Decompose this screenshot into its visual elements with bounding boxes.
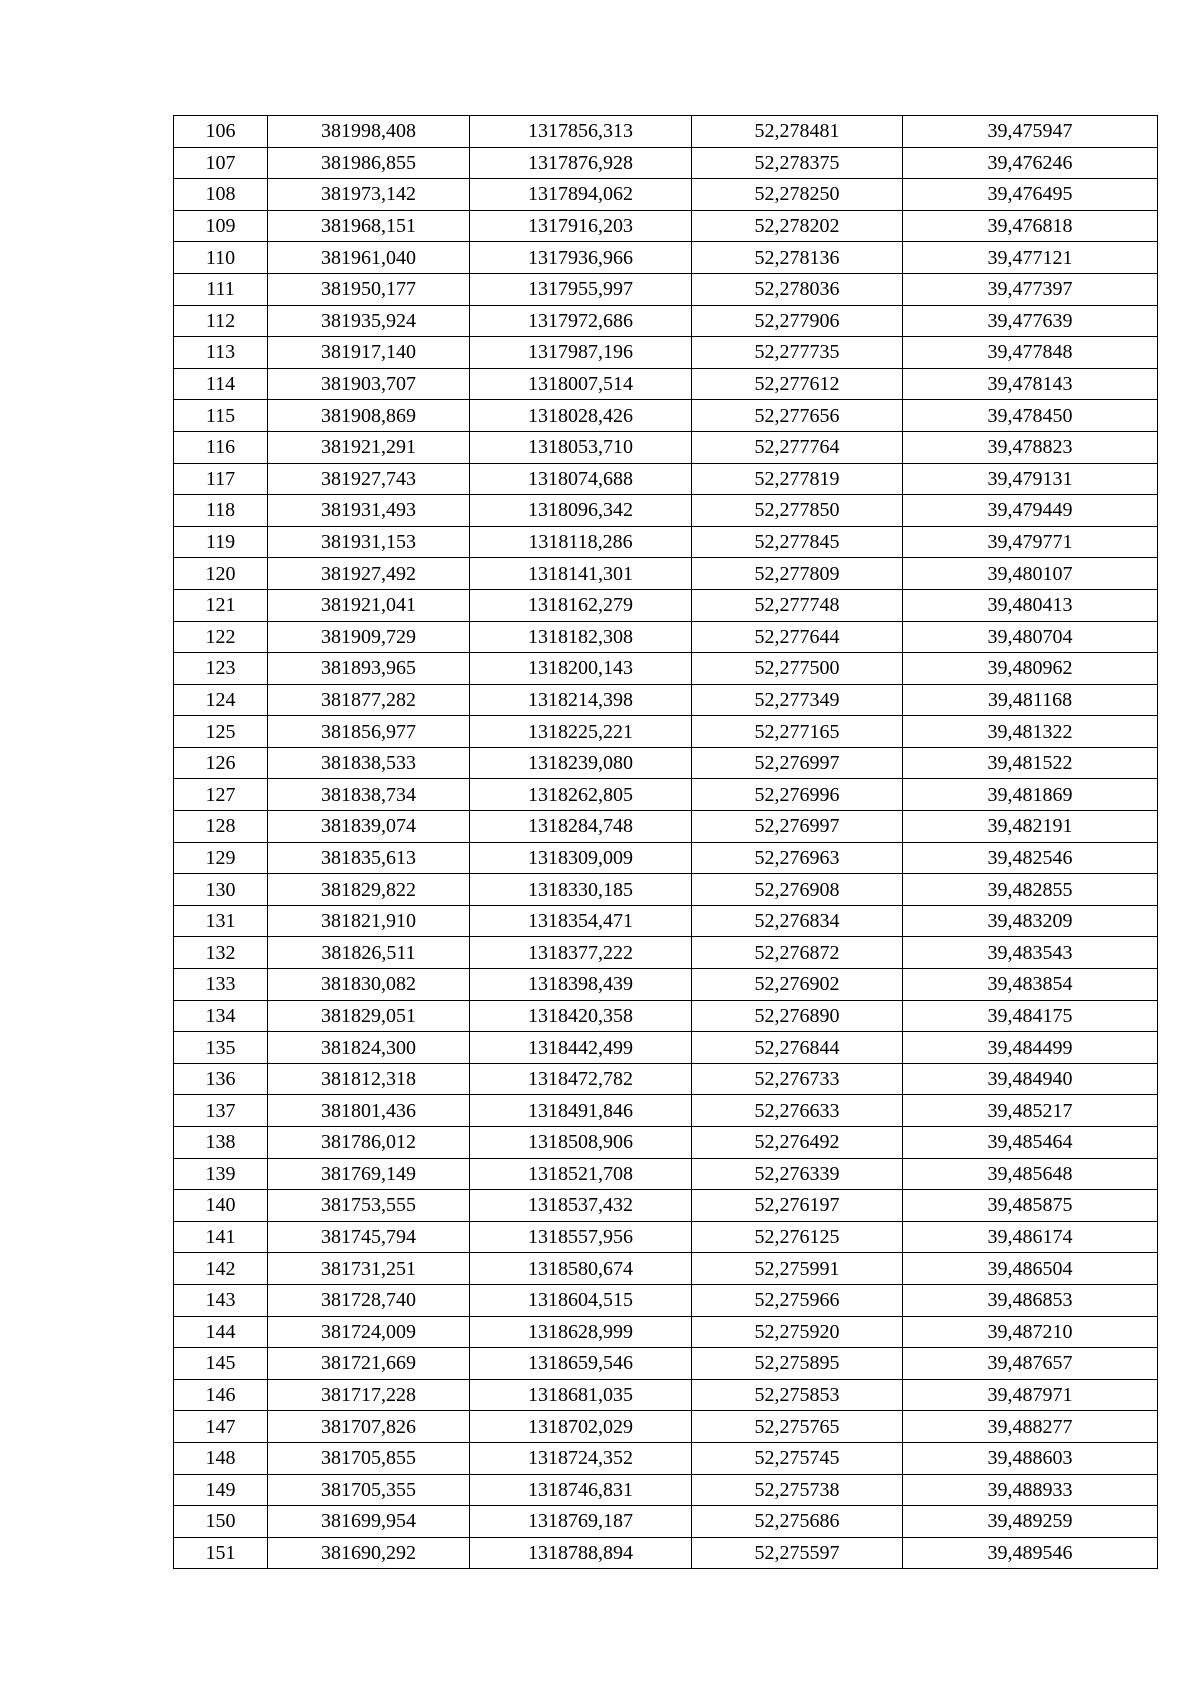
point-number-cell: 120 [174,558,268,590]
point-number-cell: 151 [174,1537,268,1569]
x-coordinate-cell: 381909,729 [268,621,470,653]
x-coordinate-cell: 381927,492 [268,558,470,590]
table-row [174,1158,1158,1190]
x-coordinate-cell: 381961,040 [268,242,470,274]
table-row [174,1000,1158,1032]
x-coordinate-cell: 381908,869 [268,400,470,432]
y-coordinate-cell: 1318604,515 [470,1284,692,1316]
y-coordinate-cell: 1318262,805 [470,779,692,811]
point-number-cell: 116 [174,431,268,463]
x-coordinate-cell: 381877,282 [268,684,470,716]
x-coordinate-cell: 381998,408 [268,116,470,148]
longitude-cell: 39,487657 [903,1348,1158,1380]
y-coordinate-cell: 1318537,432 [470,1190,692,1222]
longitude-cell: 39,486853 [903,1284,1158,1316]
table-row [174,242,1158,274]
x-coordinate-cell: 381728,740 [268,1284,470,1316]
x-coordinate-cell: 381812,318 [268,1063,470,1095]
latitude-cell: 52,276339 [692,1158,903,1190]
y-coordinate-cell: 1318580,674 [470,1253,692,1285]
y-coordinate-cell: 1318377,222 [470,937,692,969]
y-coordinate-cell: 1318284,748 [470,811,692,843]
latitude-cell: 52,277349 [692,684,903,716]
y-coordinate-cell: 1318788,894 [470,1537,692,1569]
point-number-cell: 137 [174,1095,268,1127]
latitude-cell: 52,275745 [692,1442,903,1474]
latitude-cell: 52,276872 [692,937,903,969]
longitude-cell: 39,477848 [903,337,1158,369]
y-coordinate-cell: 1317894,062 [470,179,692,211]
y-coordinate-cell: 1318702,029 [470,1411,692,1443]
point-number-cell: 106 [174,116,268,148]
y-coordinate-cell: 1318096,342 [470,495,692,527]
table-row [174,905,1158,937]
point-number-cell: 139 [174,1158,268,1190]
y-coordinate-cell: 1318354,471 [470,905,692,937]
table-row [174,1190,1158,1222]
longitude-cell: 39,481522 [903,747,1158,779]
x-coordinate-cell: 381829,051 [268,1000,470,1032]
x-coordinate-cell: 381753,555 [268,1190,470,1222]
latitude-cell: 52,278036 [692,273,903,305]
latitude-cell: 52,275686 [692,1506,903,1538]
point-number-cell: 108 [174,179,268,211]
x-coordinate-cell: 381731,251 [268,1253,470,1285]
latitude-cell: 52,276997 [692,811,903,843]
table-row [174,1221,1158,1253]
table-row [174,779,1158,811]
table-row [174,1411,1158,1443]
point-number-cell: 144 [174,1316,268,1348]
point-number-cell: 146 [174,1379,268,1411]
point-number-cell: 149 [174,1474,268,1506]
y-coordinate-cell: 1318074,688 [470,463,692,495]
point-number-cell: 129 [174,842,268,874]
point-number-cell: 118 [174,495,268,527]
longitude-cell: 39,477121 [903,242,1158,274]
y-coordinate-cell: 1318491,846 [470,1095,692,1127]
x-coordinate-cell: 381786,012 [268,1127,470,1159]
x-coordinate-cell: 381838,533 [268,747,470,779]
y-coordinate-cell: 1318214,398 [470,684,692,716]
x-coordinate-cell: 381921,291 [268,431,470,463]
latitude-cell: 52,275597 [692,1537,903,1569]
table-row [174,1474,1158,1506]
latitude-cell: 52,276997 [692,747,903,779]
y-coordinate-cell: 1317987,196 [470,337,692,369]
table-row [174,1063,1158,1095]
table-row [174,400,1158,432]
latitude-cell: 52,278375 [692,147,903,179]
table-row [174,969,1158,1001]
latitude-cell: 52,276633 [692,1095,903,1127]
point-number-cell: 143 [174,1284,268,1316]
point-number-cell: 126 [174,747,268,779]
longitude-cell: 39,485217 [903,1095,1158,1127]
longitude-cell: 39,478450 [903,400,1158,432]
latitude-cell: 52,277845 [692,526,903,558]
x-coordinate-cell: 381986,855 [268,147,470,179]
x-coordinate-cell: 381935,924 [268,305,470,337]
latitude-cell: 52,276902 [692,969,903,1001]
longitude-cell: 39,487210 [903,1316,1158,1348]
longitude-cell: 39,487971 [903,1379,1158,1411]
table-row [174,1506,1158,1538]
latitude-cell: 52,277165 [692,716,903,748]
latitude-cell: 52,278136 [692,242,903,274]
y-coordinate-cell: 1318162,279 [470,589,692,621]
table-row [174,937,1158,969]
latitude-cell: 52,276963 [692,842,903,874]
longitude-cell: 39,480413 [903,589,1158,621]
table-row [174,558,1158,590]
longitude-cell: 39,483543 [903,937,1158,969]
point-number-cell: 141 [174,1221,268,1253]
table-row [174,716,1158,748]
point-number-cell: 135 [174,1032,268,1064]
point-number-cell: 112 [174,305,268,337]
point-number-cell: 148 [174,1442,268,1474]
x-coordinate-cell: 381917,140 [268,337,470,369]
longitude-cell: 39,489546 [903,1537,1158,1569]
latitude-cell: 52,276125 [692,1221,903,1253]
point-number-cell: 111 [174,273,268,305]
table-row [174,1127,1158,1159]
point-number-cell: 107 [174,147,268,179]
longitude-cell: 39,488603 [903,1442,1158,1474]
longitude-cell: 39,481168 [903,684,1158,716]
latitude-cell: 52,277906 [692,305,903,337]
longitude-cell: 39,476818 [903,210,1158,242]
table-row [174,495,1158,527]
table-row [174,684,1158,716]
table-row [174,337,1158,369]
table-row [174,1379,1158,1411]
x-coordinate-cell: 381856,977 [268,716,470,748]
latitude-cell: 52,276492 [692,1127,903,1159]
y-coordinate-cell: 1318182,308 [470,621,692,653]
table-row [174,1348,1158,1380]
latitude-cell: 52,276733 [692,1063,903,1095]
latitude-cell: 52,278481 [692,116,903,148]
x-coordinate-cell: 381968,151 [268,210,470,242]
y-coordinate-cell: 1318508,906 [470,1127,692,1159]
y-coordinate-cell: 1318200,143 [470,653,692,685]
longitude-cell: 39,479771 [903,526,1158,558]
y-coordinate-cell: 1318769,187 [470,1506,692,1538]
y-coordinate-cell: 1318442,499 [470,1032,692,1064]
x-coordinate-cell: 381973,142 [268,179,470,211]
y-coordinate-cell: 1318225,221 [470,716,692,748]
point-number-cell: 133 [174,969,268,1001]
point-number-cell: 117 [174,463,268,495]
longitude-cell: 39,478823 [903,431,1158,463]
y-coordinate-cell: 1318420,358 [470,1000,692,1032]
point-number-cell: 109 [174,210,268,242]
point-number-cell: 142 [174,1253,268,1285]
longitude-cell: 39,475947 [903,116,1158,148]
table-row [174,431,1158,463]
longitude-cell: 39,478143 [903,368,1158,400]
y-coordinate-cell: 1318724,352 [470,1442,692,1474]
y-coordinate-cell: 1318398,439 [470,969,692,1001]
x-coordinate-cell: 381717,228 [268,1379,470,1411]
y-coordinate-cell: 1317916,203 [470,210,692,242]
table-row [174,179,1158,211]
x-coordinate-cell: 381699,954 [268,1506,470,1538]
table-row [174,526,1158,558]
x-coordinate-cell: 381838,734 [268,779,470,811]
point-number-cell: 136 [174,1063,268,1095]
point-number-cell: 110 [174,242,268,274]
point-number-cell: 140 [174,1190,268,1222]
latitude-cell: 52,277819 [692,463,903,495]
table-row [174,1442,1158,1474]
y-coordinate-cell: 1318239,080 [470,747,692,779]
x-coordinate-cell: 381829,822 [268,874,470,906]
x-coordinate-cell: 381835,613 [268,842,470,874]
x-coordinate-cell: 381824,300 [268,1032,470,1064]
y-coordinate-cell: 1318746,831 [470,1474,692,1506]
x-coordinate-cell: 381769,149 [268,1158,470,1190]
y-coordinate-cell: 1318118,286 [470,526,692,558]
point-number-cell: 131 [174,905,268,937]
x-coordinate-cell: 381721,669 [268,1348,470,1380]
point-number-cell: 150 [174,1506,268,1538]
longitude-cell: 39,482191 [903,811,1158,843]
latitude-cell: 52,277735 [692,337,903,369]
latitude-cell: 52,277612 [692,368,903,400]
longitude-cell: 39,488277 [903,1411,1158,1443]
longitude-cell: 39,484940 [903,1063,1158,1095]
longitude-cell: 39,476246 [903,147,1158,179]
longitude-cell: 39,479449 [903,495,1158,527]
coordinates-table [173,115,1158,1569]
table-row [174,1537,1158,1569]
latitude-cell: 52,276197 [692,1190,903,1222]
latitude-cell: 52,277764 [692,431,903,463]
point-number-cell: 121 [174,589,268,621]
longitude-cell: 39,482546 [903,842,1158,874]
longitude-cell: 39,479131 [903,463,1158,495]
latitude-cell: 52,276834 [692,905,903,937]
latitude-cell: 52,277500 [692,653,903,685]
latitude-cell: 52,277850 [692,495,903,527]
latitude-cell: 52,276908 [692,874,903,906]
point-number-cell: 113 [174,337,268,369]
point-number-cell: 132 [174,937,268,969]
x-coordinate-cell: 381903,707 [268,368,470,400]
table-row [174,368,1158,400]
point-number-cell: 145 [174,1348,268,1380]
x-coordinate-cell: 381821,910 [268,905,470,937]
y-coordinate-cell: 1318659,546 [470,1348,692,1380]
table-row [174,116,1158,148]
point-number-cell: 125 [174,716,268,748]
y-coordinate-cell: 1317876,928 [470,147,692,179]
point-number-cell: 124 [174,684,268,716]
x-coordinate-cell: 381931,153 [268,526,470,558]
table-row [174,1253,1158,1285]
x-coordinate-cell: 381724,009 [268,1316,470,1348]
longitude-cell: 39,485875 [903,1190,1158,1222]
longitude-cell: 39,484499 [903,1032,1158,1064]
point-number-cell: 134 [174,1000,268,1032]
coordinates-table-body [174,116,1158,1569]
x-coordinate-cell: 381893,965 [268,653,470,685]
y-coordinate-cell: 1318028,426 [470,400,692,432]
y-coordinate-cell: 1318007,514 [470,368,692,400]
y-coordinate-cell: 1317936,966 [470,242,692,274]
x-coordinate-cell: 381705,855 [268,1442,470,1474]
longitude-cell: 39,483854 [903,969,1158,1001]
latitude-cell: 52,277809 [692,558,903,590]
point-number-cell: 114 [174,368,268,400]
latitude-cell: 52,275853 [692,1379,903,1411]
point-number-cell: 115 [174,400,268,432]
y-coordinate-cell: 1318472,782 [470,1063,692,1095]
point-number-cell: 123 [174,653,268,685]
latitude-cell: 52,278202 [692,210,903,242]
latitude-cell: 52,275991 [692,1253,903,1285]
point-number-cell: 147 [174,1411,268,1443]
y-coordinate-cell: 1318557,956 [470,1221,692,1253]
point-number-cell: 119 [174,526,268,558]
y-coordinate-cell: 1317972,686 [470,305,692,337]
latitude-cell: 52,275966 [692,1284,903,1316]
y-coordinate-cell: 1318681,035 [470,1379,692,1411]
latitude-cell: 52,275738 [692,1474,903,1506]
table-row [174,653,1158,685]
x-coordinate-cell: 381826,511 [268,937,470,969]
y-coordinate-cell: 1318309,009 [470,842,692,874]
longitude-cell: 39,486504 [903,1253,1158,1285]
y-coordinate-cell: 1317955,997 [470,273,692,305]
table-row [174,1316,1158,1348]
longitude-cell: 39,480107 [903,558,1158,590]
latitude-cell: 52,276844 [692,1032,903,1064]
x-coordinate-cell: 381839,074 [268,811,470,843]
longitude-cell: 39,481869 [903,779,1158,811]
latitude-cell: 52,275765 [692,1411,903,1443]
table-row [174,621,1158,653]
table-row [174,589,1158,621]
longitude-cell: 39,477397 [903,273,1158,305]
table-row [174,811,1158,843]
longitude-cell: 39,480962 [903,653,1158,685]
table-row [174,1284,1158,1316]
table-row [174,210,1158,242]
y-coordinate-cell: 1318628,999 [470,1316,692,1348]
x-coordinate-cell: 381927,743 [268,463,470,495]
point-number-cell: 130 [174,874,268,906]
longitude-cell: 39,485464 [903,1127,1158,1159]
point-number-cell: 128 [174,811,268,843]
y-coordinate-cell: 1318330,185 [470,874,692,906]
x-coordinate-cell: 381705,355 [268,1474,470,1506]
longitude-cell: 39,482855 [903,874,1158,906]
x-coordinate-cell: 381950,177 [268,273,470,305]
x-coordinate-cell: 381830,082 [268,969,470,1001]
x-coordinate-cell: 381921,041 [268,589,470,621]
y-coordinate-cell: 1317856,313 [470,116,692,148]
x-coordinate-cell: 381690,292 [268,1537,470,1569]
x-coordinate-cell: 381707,826 [268,1411,470,1443]
latitude-cell: 52,277644 [692,621,903,653]
y-coordinate-cell: 1318521,708 [470,1158,692,1190]
longitude-cell: 39,486174 [903,1221,1158,1253]
longitude-cell: 39,485648 [903,1158,1158,1190]
table-row [174,273,1158,305]
longitude-cell: 39,483209 [903,905,1158,937]
latitude-cell: 52,275895 [692,1348,903,1380]
x-coordinate-cell: 381801,436 [268,1095,470,1127]
y-coordinate-cell: 1318053,710 [470,431,692,463]
point-number-cell: 127 [174,779,268,811]
table-row [174,842,1158,874]
table-row [174,1095,1158,1127]
x-coordinate-cell: 381745,794 [268,1221,470,1253]
latitude-cell: 52,275920 [692,1316,903,1348]
x-coordinate-cell: 381931,493 [268,495,470,527]
longitude-cell: 39,480704 [903,621,1158,653]
latitude-cell: 52,278250 [692,179,903,211]
table-row [174,147,1158,179]
latitude-cell: 52,277748 [692,589,903,621]
longitude-cell: 39,477639 [903,305,1158,337]
point-number-cell: 138 [174,1127,268,1159]
table-row [174,747,1158,779]
latitude-cell: 52,276996 [692,779,903,811]
y-coordinate-cell: 1318141,301 [470,558,692,590]
longitude-cell: 39,484175 [903,1000,1158,1032]
longitude-cell: 39,489259 [903,1506,1158,1538]
longitude-cell: 39,481322 [903,716,1158,748]
point-number-cell: 122 [174,621,268,653]
latitude-cell: 52,276890 [692,1000,903,1032]
table-row [174,874,1158,906]
table-row [174,463,1158,495]
longitude-cell: 39,488933 [903,1474,1158,1506]
table-row [174,1032,1158,1064]
table-row [174,305,1158,337]
latitude-cell: 52,277656 [692,400,903,432]
longitude-cell: 39,476495 [903,179,1158,211]
